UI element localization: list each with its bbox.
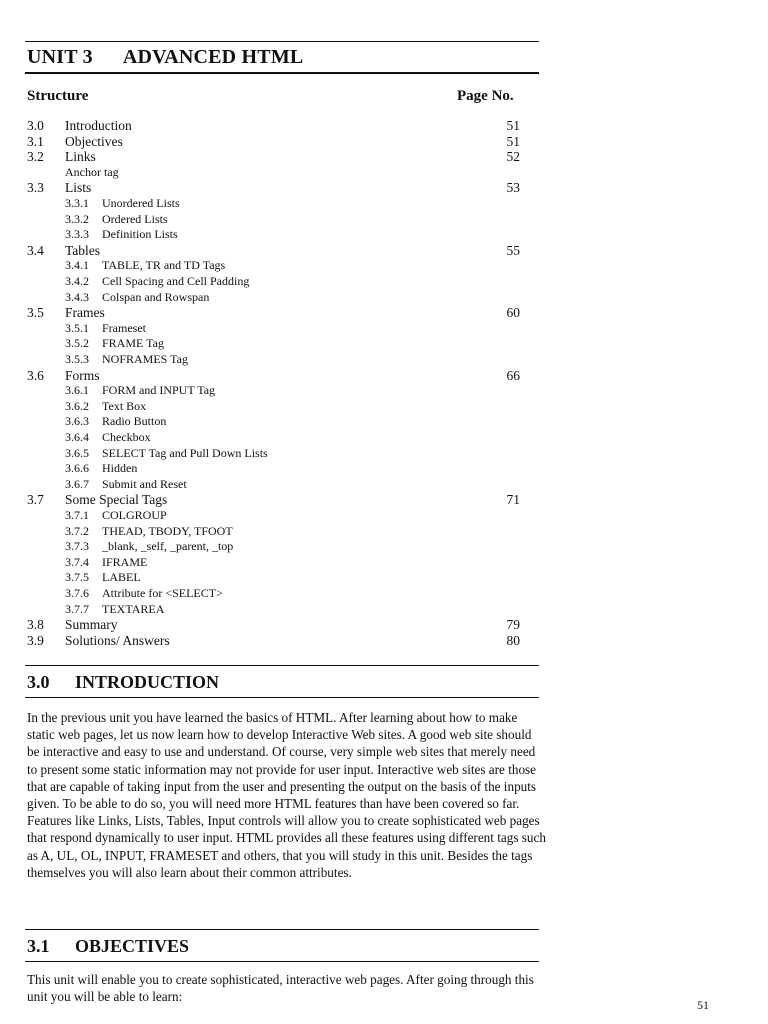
toc-label: Some Special Tags xyxy=(65,492,168,508)
toc-label: IFRAME xyxy=(102,554,148,569)
toc-label: Hidden xyxy=(102,461,138,476)
toc-label: Objectives xyxy=(65,133,123,149)
toc-label: Unordered Lists xyxy=(102,196,180,210)
structure-heading: Structure xyxy=(27,88,89,104)
toc-number: 3.5.1 xyxy=(65,320,89,335)
toc-label: COLGROUP xyxy=(102,508,167,522)
toc-label: Definition Lists xyxy=(102,227,178,242)
toc-label: TABLE, TR and TD Tags xyxy=(102,258,226,273)
toc-number: 3.3 xyxy=(27,180,44,196)
toc-label: Solutions/ Answers xyxy=(65,632,170,648)
toc-label: Submit and Reset xyxy=(102,476,187,491)
objectives-title: OBJECTIVES xyxy=(75,936,190,956)
intro-title: INTRODUCTION xyxy=(75,672,220,692)
toc-label: FRAME Tag xyxy=(102,336,164,351)
toc-label: Lists xyxy=(65,180,92,196)
toc-label: Radio Button xyxy=(102,414,167,429)
toc-number: 3.6.4 xyxy=(65,430,89,444)
toc-page-number: 51 xyxy=(506,118,520,133)
toc-number: 3.4.3 xyxy=(65,289,89,304)
title-rule xyxy=(25,72,539,74)
toc-label: Summary xyxy=(65,617,118,633)
intro-top-rule xyxy=(25,665,539,666)
toc-number: 3.4.2 xyxy=(65,274,89,288)
top-rule xyxy=(25,41,539,42)
toc-page-number: 60 xyxy=(506,305,520,321)
toc-label: Forms xyxy=(65,367,100,383)
toc-page-number: 52 xyxy=(506,149,520,165)
toc-page-number: 51 xyxy=(506,133,520,149)
toc-number: 3.7.6 xyxy=(65,586,89,600)
toc-label: Colspan and Rowspan xyxy=(102,289,210,304)
toc-number: 3.6.3 xyxy=(65,414,89,429)
unit-title xyxy=(27,46,303,69)
toc-label: NOFRAMES Tag xyxy=(102,352,188,366)
intro-heading xyxy=(27,672,219,693)
toc-number: 3.5.2 xyxy=(65,336,89,351)
toc-page-number: 66 xyxy=(506,367,520,383)
toc-label: Attribute for <SELECT> xyxy=(102,586,223,600)
toc-label: Ordered Lists xyxy=(102,211,168,226)
toc-number: 3.6.1 xyxy=(65,383,89,398)
toc-number: 3.7.5 xyxy=(65,570,89,585)
toc-number: 3.0 xyxy=(27,118,44,133)
objectives-number: 3.1 xyxy=(27,936,50,956)
toc-label: Links xyxy=(65,149,96,165)
toc-number: 3.7.1 xyxy=(65,508,89,522)
toc-number: 3.6.5 xyxy=(65,445,89,460)
toc-label: FORM and INPUT Tag xyxy=(102,383,216,398)
toc-page-number: 53 xyxy=(506,180,520,196)
toc-number: 3.7.3 xyxy=(65,539,89,554)
toc-label: Tables xyxy=(65,242,101,258)
page-number: 51 xyxy=(697,998,709,1012)
intro-bottom-rule xyxy=(25,697,539,698)
intro-paragraph: In the previous unit you have learned the basics of HTML. After learning about how to make static web pages, let us now learn how to develop Interactive Web sites. A good web site should be interactive and easy to use and understand. Of course, very simple web sites that merely need to present some static information may not provide for user input. Interactive web sites are those that are capable of taking input from the user and presenting the output on the basis of the inputs given. To be able to do so, you will need more HTML features than have been covered so far. Features like Links, Lists, Tables, Input controls will allow you to create sophisticated web pages that respond dynamically to user input. HTML provides all these features using different tags such as A, UL, OL, INPUT, FRAMESET and others, that you will study in this unit. Besides the tags themselves you will also learn about their common attributes. xyxy=(27,710,546,880)
toc-page-number: 79 xyxy=(506,617,520,633)
toc-label: Introduction xyxy=(65,118,132,133)
intro-number: 3.0 xyxy=(27,672,50,692)
toc-label: Frameset xyxy=(102,320,146,335)
toc-number: 3.5 xyxy=(27,305,44,321)
toc-page-number: 80 xyxy=(506,632,520,648)
toc-number: 3.1 xyxy=(27,133,44,149)
toc-number: 3.3.2 xyxy=(65,211,89,226)
objectives-paragraph: This unit will enable you to create sophisticated, interactive web pages. After going through this unit you will be able to learn: xyxy=(27,972,534,1005)
objectives-bottom-rule xyxy=(25,961,539,962)
toc-number: 3.6.7 xyxy=(65,476,89,491)
toc-label: _blank, _self, _parent, _top xyxy=(102,539,234,554)
toc-number: 3.7 xyxy=(27,492,44,508)
toc-label: TEXTAREA xyxy=(102,601,165,616)
toc-number: 3.8 xyxy=(27,617,44,633)
toc-label: Checkbox xyxy=(102,430,151,444)
toc-number: 3.2 xyxy=(27,149,44,165)
toc-page-number: 55 xyxy=(506,242,520,258)
toc-number: 3.6.6 xyxy=(65,461,89,476)
unit-name: ADVANCED HTML xyxy=(122,46,304,68)
toc-number: 3.7.7 xyxy=(65,601,89,616)
toc-number: 3.4.1 xyxy=(65,258,89,273)
toc-label: THEAD, TBODY, TFOOT xyxy=(102,523,233,538)
toc-label: LABEL xyxy=(102,570,141,585)
toc-number: 3.3.1 xyxy=(65,196,89,210)
toc-label: Cell Spacing and Cell Padding xyxy=(102,274,250,288)
toc-label: Anchor tag xyxy=(65,164,119,179)
page-no-heading: Page No. xyxy=(457,88,514,104)
toc-number: 3.6.2 xyxy=(65,398,89,413)
toc-number: 3.6 xyxy=(27,367,44,383)
toc-page-number: 71 xyxy=(506,492,520,508)
toc-number: 3.7.4 xyxy=(65,554,89,569)
unit-number: UNIT 3 xyxy=(27,46,93,68)
objectives-top-rule xyxy=(25,929,539,930)
toc-number: 3.7.2 xyxy=(65,523,89,538)
toc-number: 3.9 xyxy=(27,632,44,648)
toc-number: 3.3.3 xyxy=(65,227,89,242)
objectives-heading xyxy=(27,936,189,957)
toc-number: 3.5.3 xyxy=(65,352,89,366)
toc-label: Frames xyxy=(65,305,105,321)
toc-number: 3.4 xyxy=(27,242,44,258)
toc-label: SELECT Tag and Pull Down Lists xyxy=(102,445,268,460)
toc-label: Text Box xyxy=(102,398,147,413)
